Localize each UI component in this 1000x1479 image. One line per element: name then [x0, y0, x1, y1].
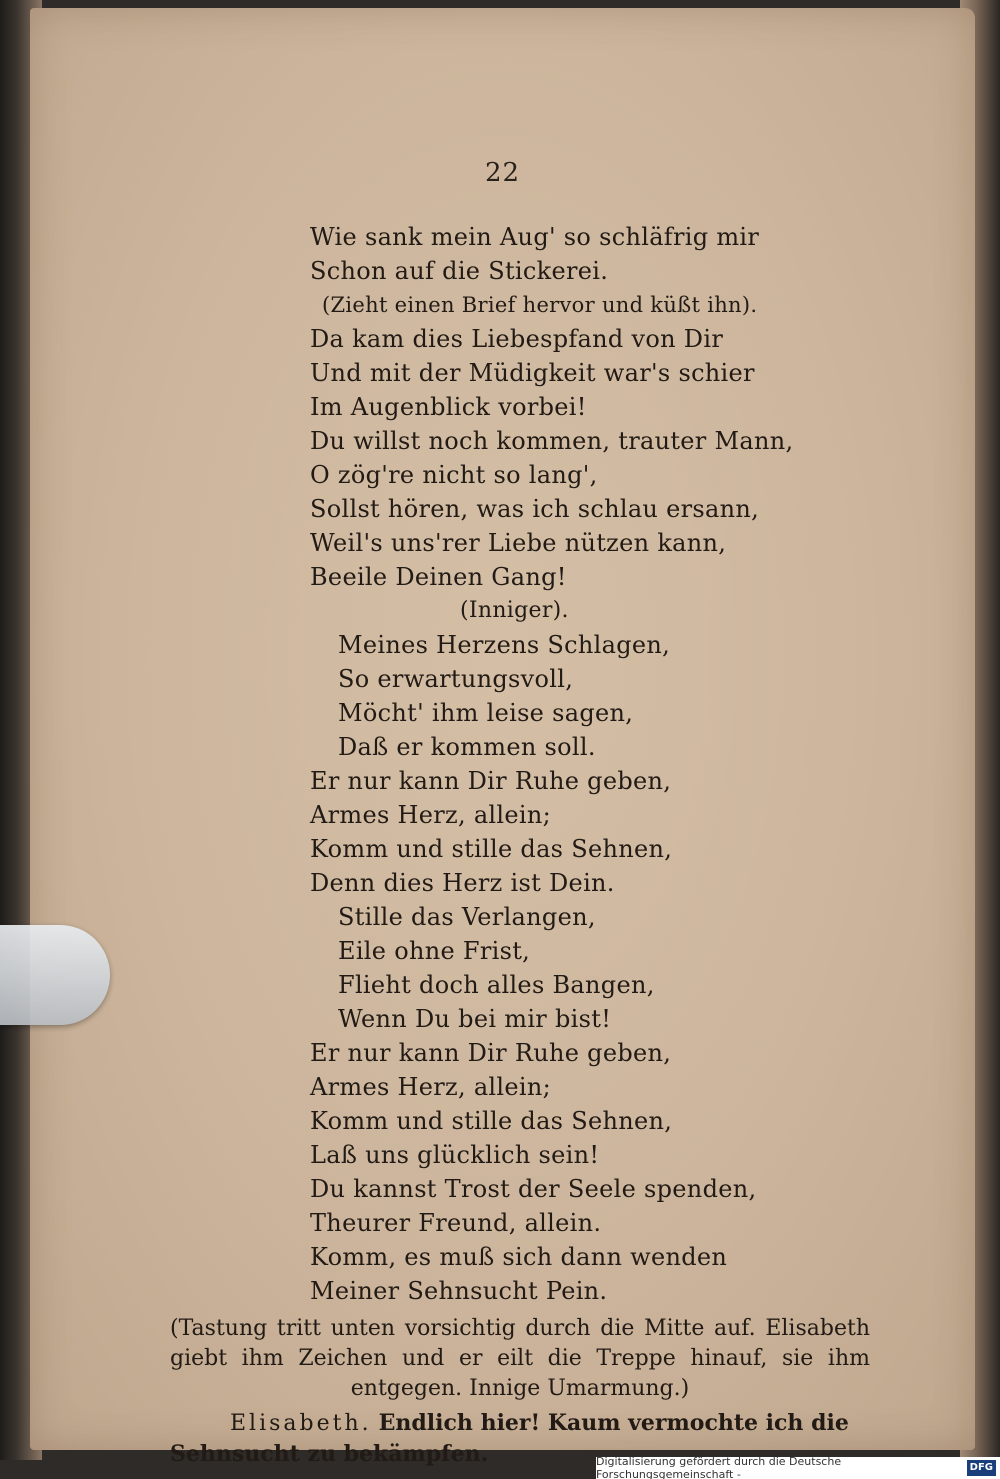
verse-line: Komm und stille das Sehnen, — [310, 1107, 673, 1135]
verse-line: Du willst noch kommen, trauter Mann, — [310, 427, 794, 455]
verse-line: Komm und stille das Sehnen, — [310, 835, 673, 863]
verse-line: O zög're nicht so lang', — [310, 461, 598, 489]
verse-line: Im Augenblick vorbei! — [310, 393, 587, 421]
verse-line: Sollst hören, was ich schlau ersann, — [310, 495, 760, 523]
verse-line: Und mit der Müdigkeit war's schier — [310, 359, 755, 387]
verse-line: Wie sank mein Aug' so schläfrig mir — [310, 223, 760, 251]
footer-credit: Digitalisierung gefördert durch die Deutsche Forschungsgemeinschaft - — [596, 1455, 842, 1479]
verse-line: Theurer Freund, allein. — [310, 1209, 602, 1237]
verse-line: So erwartungsvoll, — [338, 665, 574, 693]
scanner-finger — [0, 925, 110, 1025]
verse-line: Möcht' ihm leise sagen, — [338, 699, 634, 727]
verse-line: Meines Herzens Schlagen, — [338, 631, 671, 659]
dfg-logo-icon: DFG — [967, 1460, 996, 1476]
verse-line: Stille das Verlangen, — [338, 903, 596, 931]
verse-line: Flieht doch alles Bangen, — [338, 971, 655, 999]
verse-line: Komm, es muß sich dann wenden — [310, 1243, 728, 1271]
stage-note: (Inniger). — [460, 598, 569, 623]
verse-line: Er nur kann Dir Ruhe geben, — [310, 1039, 672, 1067]
speaker-name: Elisabeth. — [230, 1411, 372, 1436]
stage-direction: (Tastung tritt unten vorsichtig durch die Mitte auf. Elisabeth giebt ihm Zeichen und er eilt die Treppe hinauf, sie ihm entgegen. Innige Umarmung.) — [170, 1316, 870, 1401]
verse-line: Schon auf die Stickerei. — [310, 257, 609, 285]
verse-line: Meiner Sehnsucht Pein. — [310, 1277, 608, 1305]
verse-line: Eile ohne Frist, — [338, 937, 531, 965]
verse-line: Daß er kommen soll. — [338, 733, 596, 761]
verse-line: Wenn Du bei mir bist! — [338, 1005, 612, 1033]
verse-line: Du kannst Trost der Seele spenden, — [310, 1175, 757, 1203]
page-number: 22 — [484, 158, 521, 188]
verse-line: Armes Herz, allein; — [310, 1073, 552, 1101]
verse-line: Weil's uns'rer Liebe nützen kann, — [310, 529, 727, 557]
verse-line: Denn dies Herz ist Dein. — [310, 869, 615, 897]
footer-bar — [596, 1457, 1000, 1479]
verse-line: Da kam dies Liebespfand von Dir — [310, 325, 724, 353]
verse-line: Er nur kann Dir Ruhe geben, — [310, 767, 672, 795]
verse-line: Laß uns glücklich sein! — [310, 1141, 600, 1169]
verse-line: Beeile Deinen Gang! — [310, 563, 567, 591]
stage-note: (Zieht einen Brief hervor und küßt ihn). — [322, 293, 758, 317]
dialogue-text: Endlich hier! Kaum vermochte ich die Sehnsucht zu bekämpfen. — [170, 1410, 849, 1467]
verse-line: Armes Herz, allein; — [310, 801, 552, 829]
